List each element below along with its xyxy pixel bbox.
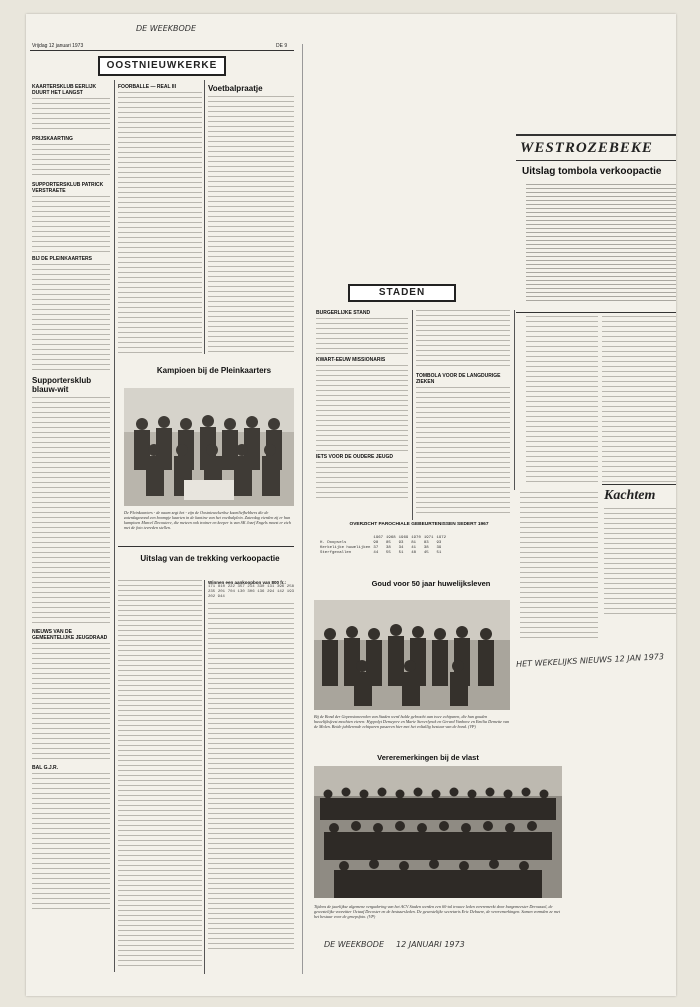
headline-tombola-langdurige: TOMBOLA VOOR DE LANGDURIGE ZIEKEN <box>416 373 501 385</box>
page-number: DE 9 <box>276 43 288 49</box>
article-body <box>32 643 110 761</box>
section-rule <box>516 312 676 313</box>
photo-image <box>314 766 562 898</box>
article-body <box>208 96 294 354</box>
page-date: Vrijdag 12 januari 1973 <box>32 43 84 49</box>
handwritten-note-middle: HET WEKELIJKS NIEUWS 12 JAN 1973 <box>515 652 665 669</box>
section-rule <box>118 546 294 547</box>
westrozebeke-col-b <box>602 316 676 486</box>
headline-vereremerkingen: Vereremerkingen bij de vlast <box>377 753 479 762</box>
table-header-cell: 1968 <box>386 536 396 540</box>
article-body <box>604 508 676 614</box>
newspaper-page <box>26 14 676 996</box>
table-cell: 48 <box>411 551 417 555</box>
table-cell: 93 <box>398 541 404 545</box>
headline-overzicht: OVERZICHT PAROCHIALE GEBEURTENISSEN SEDERT 1967 <box>349 522 489 527</box>
article-body <box>32 397 110 623</box>
number-grid <box>526 184 676 304</box>
table-cell: 83 <box>423 541 429 545</box>
table-cell: 45 <box>423 551 429 555</box>
article-body <box>32 144 110 178</box>
column-divider <box>514 310 515 490</box>
table-cell: 44 <box>373 551 379 555</box>
trekking-column-left <box>118 580 202 974</box>
column-1 <box>32 84 110 972</box>
trekking-column-right <box>208 580 294 974</box>
table-cell: 38 <box>423 546 429 550</box>
table-header-cell: 1970 <box>411 536 421 540</box>
headline-prijskaarting: PRIJSKAARTING <box>32 136 73 142</box>
article-body <box>602 316 676 482</box>
handwritten-note-bottom-left: DE WEEKBODE <box>324 940 385 949</box>
article-body <box>32 773 110 913</box>
article-body <box>416 387 510 516</box>
headline-blauw-wit: Supportersklub blauw-wit <box>32 376 92 394</box>
headline-goud: Goud voor 50 jaar huwelijksleven <box>371 579 491 588</box>
article-body <box>32 98 110 132</box>
headline-voetbalpraatje: Voetbalpraatje <box>208 84 263 93</box>
section-rule <box>516 160 676 161</box>
winning-numbers-title: Winnen een aankoopbon van 800 fr.: <box>208 580 286 585</box>
photo-vereremerkingen <box>314 766 562 898</box>
headline-kaarters: KAARTERSKLUB EERLIJK DUURT HET LANGST <box>32 84 97 96</box>
table-cell: H. Doopsels <box>320 541 347 545</box>
table-cell: 39 <box>436 546 442 550</box>
section-banner-staden: STADEN <box>348 284 456 302</box>
table-cell: Kerkelijke huwelijken <box>320 546 371 550</box>
headline-kwart-eeuw: KWART-EEUW MISSIONARIS <box>316 357 386 363</box>
headline-uitslag-trekking: Uitslag van de trekking verkoopactie <box>140 554 280 563</box>
column-divider <box>114 80 115 972</box>
table-cell: 37 <box>373 546 379 550</box>
headline-jeugdraad: NIEUWS VAN DE GEMEENTELIJKE JEUGDRAAD <box>32 629 108 641</box>
table-cell: 55 <box>386 551 391 555</box>
article-body <box>32 264 110 370</box>
headline-burgerlijke-stand: BURGERLIJKE STAND <box>316 310 371 316</box>
caption-vlast: Tijdens de jaarlijkse algemene vergadering van het ACV Staden werden een 60-tal trouwe leden vereremerkt door burgemeester Deroussol, de gewestelijke voorzitter Octaaf Decoster en de bestuursleden. De gewestelijke secretaris Eric Debaere, de vereremerkingen. Samen vormden ze met het bestuur voor de groepsfoto. (VP) <box>314 904 560 919</box>
article-body <box>416 310 510 370</box>
headline-kampioen: Kampioen bij de Pleinkaarters <box>156 366 272 375</box>
article-body <box>208 603 294 953</box>
table-header-cell: 1967 <box>373 536 384 540</box>
photo-image <box>124 388 294 506</box>
table-header-cell: 1969 <box>398 536 409 540</box>
staden-column-1 <box>316 310 408 516</box>
staden-column-2 <box>416 310 510 516</box>
half-divider <box>302 44 303 974</box>
headline-voetbal: FOORBALLE — REAL III <box>118 84 176 90</box>
article-body <box>316 365 408 451</box>
column-3 <box>208 84 294 354</box>
table-row <box>320 551 449 556</box>
headline-supporters: SUPPORTERSKLUB PATRICK VERSTRAETE <box>32 182 104 194</box>
winning-numbers-list: 171 810 222 357 214 330 131 396 258 235 201 704 130 306 136 294 142 193 202 944 <box>208 585 294 599</box>
caption-pleinkaarters: De Pleinkaarters - de naam zegt het - zijn de Oostnieuwkerkse kaartliefhebbers die de zaterdagavond een boompje kaarten in de kantine van het voetbalplein. Zaterdag vierden zij er hun kampioen Marcel Decoutere, die meteen ook trainer en keeper is van SK Jozef Engels moest er zich met de foto tevreden stellen. <box>124 510 291 530</box>
photo-image <box>314 600 510 710</box>
headline-tombola: Uitslag tombola verkoopactie <box>522 166 662 177</box>
header-rule <box>30 50 294 51</box>
section-title-kachtem: Kachtem <box>604 488 656 503</box>
column-divider <box>412 310 413 520</box>
table-cell: 93 <box>436 541 442 545</box>
table-header-cell: 1972 <box>436 536 447 540</box>
headline-pleinkaarters: BIJ DE PLEINKAARTERS <box>32 256 93 262</box>
section-rule <box>516 134 676 136</box>
photo-pleinkaarters <box>124 388 294 506</box>
tombola-numbers <box>526 184 676 308</box>
article-body <box>526 316 598 482</box>
headline-oudere-jeugd: IETS VOOR DE OUDERE JEUGD <box>316 454 393 460</box>
article-body <box>118 92 202 354</box>
overzicht-table <box>320 536 449 556</box>
staden-column-3 <box>520 492 598 752</box>
table-header-cell: 1971 <box>423 536 434 540</box>
table-cell: 51 <box>436 551 442 555</box>
article-body <box>118 580 202 970</box>
article-body <box>316 462 408 502</box>
article-body <box>32 196 110 252</box>
table-cell: 81 <box>411 541 417 545</box>
table-cell: 98 <box>373 541 379 545</box>
photo-gouden-jubilarissen <box>314 600 510 710</box>
table-cell: 41 <box>411 546 417 550</box>
headline-bal: BAL G.J.R. <box>32 765 59 771</box>
column-divider <box>204 580 205 974</box>
table-cell: 34 <box>398 546 404 550</box>
article-body <box>316 318 408 354</box>
kachtem-column <box>604 508 676 618</box>
section-banner-oostnieuwkerke: OOSTNIEUWKERKE <box>98 56 226 76</box>
westrozebeke-col-a <box>526 316 598 486</box>
handwritten-note-bottom-right: 12 JANUARI 1973 <box>396 940 465 949</box>
section-rule <box>602 484 676 485</box>
article-body <box>520 492 598 642</box>
table-cell: 85 <box>386 541 391 545</box>
table-cell: 38 <box>386 546 391 550</box>
section-title-westrozebeke: WESTROZEBEKE <box>520 140 653 156</box>
table-cell: Sterfgevallen <box>320 551 352 555</box>
column-2 <box>118 84 202 354</box>
table-cell: 51 <box>398 551 404 555</box>
handwritten-note-top: DE WEEKBODE <box>136 24 197 33</box>
column-divider <box>204 80 205 354</box>
caption-goud: Bij de Bond der Gepensioneerden van Staden werd hulde gebracht aan twee echtparen, die hun gouden huwelijksfeest mochten vieren: Hyppolyt Demeyere en Marie Steverlynck en Gerard Vanhove en Emilia Demette van de Molen. Beide jubilerende echtparen passeren hier met het voltallig bestuur van de bond. (VP) <box>314 714 510 729</box>
